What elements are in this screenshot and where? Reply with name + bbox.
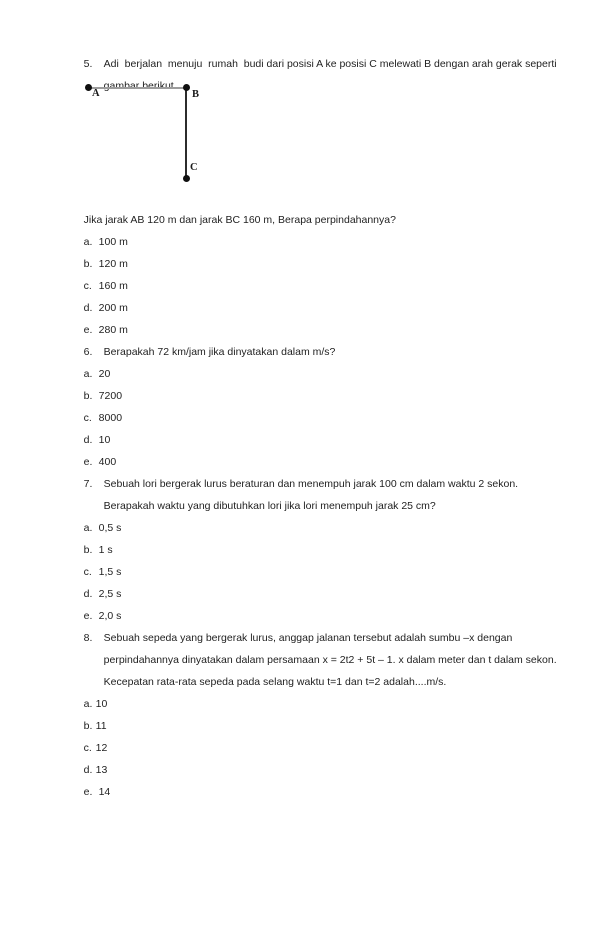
q5-option-e — [72, 297, 582, 336]
q8-option-b — [72, 693, 582, 732]
option-text: 1,5 s — [98, 566, 122, 578]
option-letter: d. — [83, 588, 93, 600]
question-6-text: Berapakah 72 km/jam jika dinyatakan dalam m/s? — [103, 346, 336, 358]
option-letter: d. — [83, 434, 93, 446]
option-letter: c. — [83, 280, 92, 292]
option-letter: e. — [83, 324, 93, 336]
option-text: 0,5 s — [98, 522, 122, 534]
option-text: 10 — [95, 698, 108, 710]
option-text: 13 — [95, 764, 108, 776]
option-text: 7200 — [98, 390, 123, 402]
q5-option-c — [72, 253, 582, 292]
option-letter: a. — [83, 522, 93, 534]
option-text: 100 m — [98, 236, 128, 248]
q6-option-d — [72, 407, 582, 446]
question-8-number: 8. — [83, 632, 93, 644]
option-letter: c. — [83, 412, 92, 424]
question-8-line-1 — [72, 605, 582, 644]
question-5-number: 5. — [83, 58, 93, 70]
question-7-text: Sebuah lori bergerak lurus beraturan dan menempuh jarak 100 cm dalam waktu 2 sekon. — [103, 478, 519, 490]
option-text: 14 — [95, 786, 111, 798]
q7-option-b — [72, 517, 582, 556]
question-8-text-cont: perpindahannya dinyatakan dalam persamaan x = 2t2 + 5t – 1. x dalam meter dan t dalam sekon. — [103, 654, 557, 666]
option-letter: e. — [83, 456, 93, 468]
option-letter: c. — [83, 566, 92, 578]
question-6-line-1 — [72, 319, 582, 358]
option-letter: d. — [83, 764, 93, 776]
point-b-dot — [183, 84, 190, 91]
option-text: 400 — [98, 456, 117, 468]
q7-option-d — [72, 561, 582, 600]
option-letter: d. — [83, 302, 93, 314]
option-text: 2,0 s — [98, 610, 122, 622]
question-5-text: Adi berjalan menuju rumah budi dari posisi A ke posisi C melewati B dengan arah gerak seperti — [103, 58, 557, 70]
option-text: 120 m — [98, 258, 128, 270]
point-a-dot — [85, 84, 92, 91]
segment-bc-line — [185, 88, 187, 178]
q8-option-e — [72, 759, 582, 798]
q8-option-c — [72, 715, 582, 754]
option-letter: b. — [83, 258, 93, 270]
q7-option-e — [72, 583, 582, 622]
option-text: 8000 — [98, 412, 123, 424]
q6-option-b — [72, 363, 582, 402]
q6-option-e — [72, 429, 582, 468]
question-7-number: 7. — [83, 478, 93, 490]
option-text: 2,5 s — [98, 588, 122, 600]
option-letter: b. — [83, 390, 93, 402]
question-5-lead — [72, 187, 582, 226]
question-5-line-1 — [72, 31, 582, 70]
option-text: 11 — [95, 720, 107, 732]
point-c-dot — [183, 175, 190, 182]
question-8-text: Sebuah sepeda yang bergerak lurus, anggap jalanan tersebut adalah sumbu –x dengan — [103, 632, 513, 644]
option-text: 12 — [95, 742, 108, 754]
option-text: 280 m — [98, 324, 128, 336]
point-c-label: C — [190, 162, 198, 173]
option-letter: b. — [83, 720, 93, 732]
option-letter: b. — [83, 544, 93, 556]
option-letter: a. — [83, 698, 93, 710]
question-7-text-cont: Berapakah waktu yang dibutuhkan lori jika lori menempuh jarak 25 cm? — [103, 500, 436, 512]
point-a-label: A — [92, 88, 100, 99]
option-text: 1 s — [98, 544, 113, 556]
q6-option-c — [72, 385, 582, 424]
option-letter: a. — [83, 368, 93, 380]
option-text: 160 m — [98, 280, 128, 292]
option-letter: a. — [83, 236, 93, 248]
question-5-lead-text: Jika jarak AB 120 m dan jarak BC 160 m, Berapa perpindahannya? — [83, 214, 396, 226]
segment-ab-line — [87, 87, 187, 89]
question-7-line-1 — [72, 451, 582, 490]
option-text: 10 — [98, 434, 111, 446]
q5-option-d — [72, 275, 582, 314]
option-text: 200 m — [98, 302, 128, 314]
question-8-text-cont: Kecepatan rata-rata sepeda pada selang waktu t=1 dan t=2 adalah....m/s. — [103, 676, 447, 688]
q7-option-c — [72, 539, 582, 578]
option-letter: e. — [83, 786, 93, 798]
path-abc-diagram — [72, 75, 582, 187]
question-6-number: 6. — [83, 346, 93, 358]
option-text: 20 — [98, 368, 111, 380]
point-b-label: B — [192, 89, 200, 100]
q5-option-b — [72, 231, 582, 270]
option-letter: c. — [83, 742, 92, 754]
option-letter: e. — [83, 610, 93, 622]
q8-option-d — [72, 737, 582, 776]
